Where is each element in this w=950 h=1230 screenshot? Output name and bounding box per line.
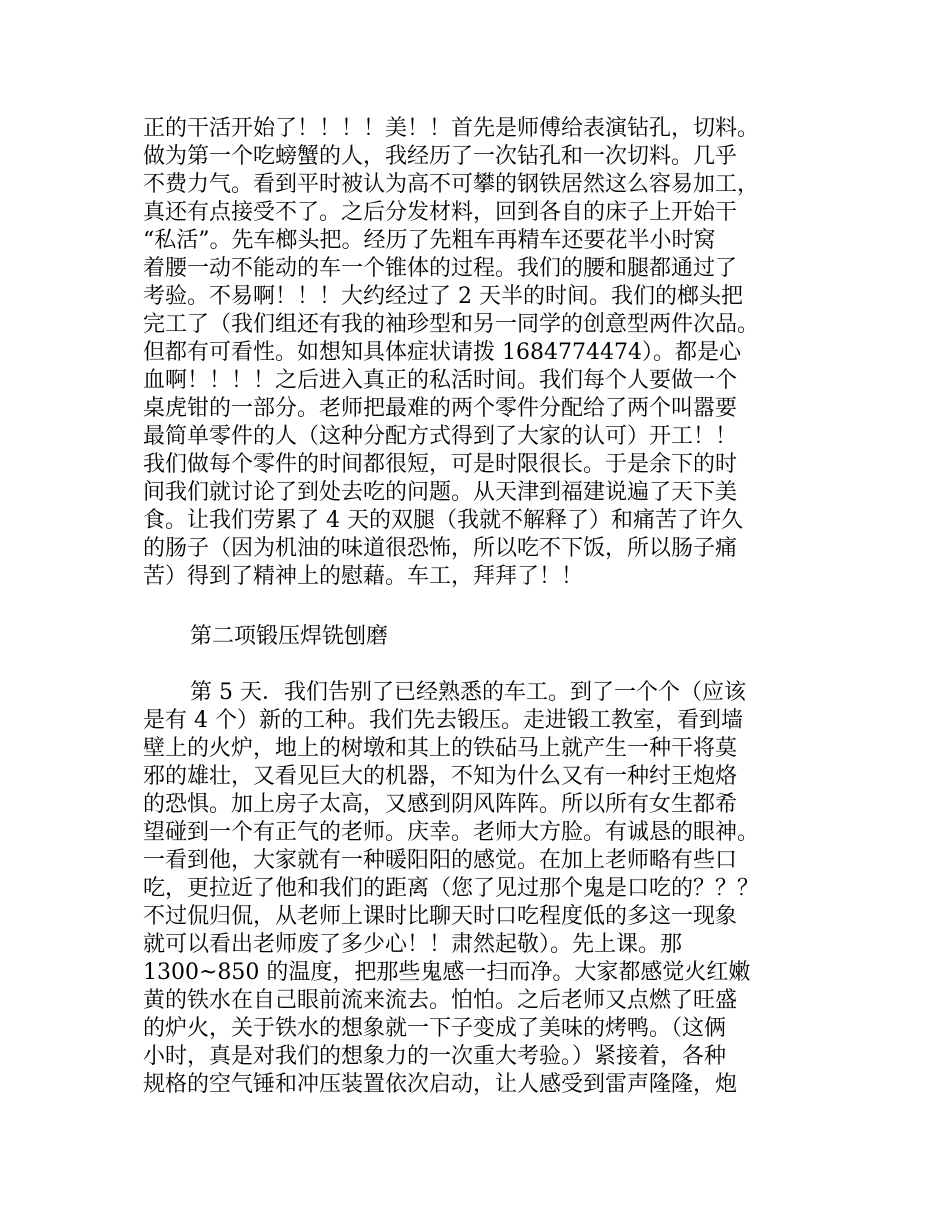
paragraph-2-line: 望碰到一个有正气的老师。庆幸。老师大方脸。有诚恳的眼神。: [143, 820, 760, 845]
paragraph-1-line: 食。让我们劳累了 4 天的双腿（我就不解释了）和痛苦了许久: [143, 508, 743, 533]
paragraph-1-line: 桌虎钳的一部分。老师把最难的两个零件分配给了两个叫嚣要: [143, 396, 738, 421]
paragraph-2-line: 的恐惧。加上房子太高，又感到阴风阵阵。所以所有女生都希: [143, 792, 738, 817]
paragraph-2-line: 壁上的火炉，地上的树墩和其上的铁砧马上就产生一种干将莫: [143, 736, 738, 761]
paragraph-1-line: 不费力气。看到平时被认为高不可攀的钢铁居然这么容易加工，: [143, 172, 760, 197]
paragraph-2-line: 邪的雄壮，又看见巨大的机器，不知为什么又有一种纣王炮烙: [143, 764, 738, 789]
paragraph-2-line: 吃，更拉近了他和我们的距离（您了见过那个鬼是口吃的？？？: [143, 876, 760, 901]
paragraph-2-line: 一看到他，大家就有一种暖阳阳的感觉。在加上老师略有些口: [143, 848, 738, 873]
paragraph-1-line: 最简单零件的人（这种分配方式得到了大家的认可）开工！！: [143, 424, 738, 449]
paragraph-1-line: 真还有点接受不了。之后分发材料，回到各自的床子上开始干: [143, 200, 738, 225]
paragraph-1-line: 完工了（我们组还有我的袖珍型和另一同学的创意型两件次品。: [143, 312, 760, 337]
paragraph-1-line: 考验。不易啊！！！大约经过了 2 天半的时间。我们的榔头把: [143, 284, 743, 309]
paragraph-2-line: 黄的铁水在自己眼前流来流去。怕怕。之后老师又点燃了旺盛: [143, 988, 738, 1013]
paragraph-1-line: “私活”。先车榔头把。经历了先粗车再精车还要花半小时窝: [143, 228, 716, 253]
paragraph-1-line: 但都有可看性。如想知具体症状请拨 1684774474）。都是心: [143, 340, 741, 365]
paragraph-1-line: 正的干活开始了！！！！美！！首先是师傅给表演钻孔，切料。: [143, 116, 760, 141]
paragraph-2-line: 1300~850 的温度，把那些鬼感一扫而净。大家都感觉火红嫩: [143, 960, 751, 985]
paragraph-2-line: 就可以看出老师废了多少心！！肃然起敬）。先上课。那: [143, 932, 683, 957]
paragraph-2-line: 的炉火，关于铁水的想象就一下子变成了美味的烤鸭。（这俩: [143, 1016, 727, 1041]
paragraph-1-line: 做为第一个吃螃蟹的人，我经历了一次钻孔和一次切料。几乎: [143, 144, 738, 169]
paragraph-2-line: 第 5 天．我们告别了已经熟悉的车工。到了一个个（应该: [190, 680, 746, 705]
paragraph-1-line: 血啊！！！！之后进入真正的私活时间。我们每个人要做一个: [143, 368, 738, 393]
paragraph-2-line: 是有 4 个）新的工种。我们先去锻压。走进锻工教室，看到墙: [143, 708, 743, 733]
paragraph-1-line: 着腰一动不能动的车一个锥体的过程。我们的腰和腿都通过了: [143, 256, 738, 281]
paragraph-2-line: 不过侃归侃，从老师上课时比聊天时口吃程度低的多这一现象: [143, 904, 738, 929]
paragraph-2-line: 小时，真是对我们的想象力的一次重大考验。）紧接着，各种: [143, 1044, 727, 1069]
paragraph-1-line: 苦）得到了精神上的慰藉。车工，拜拜了！！: [143, 564, 584, 589]
paragraph-1-line: 我们做每个零件的时间都很短，可是时限很长。于是余下的时: [143, 452, 738, 477]
paragraph-2-line: 规格的空气锤和冲压装置依次启动，让人感受到雷声隆隆，炮: [143, 1072, 738, 1097]
paragraph-1-line: 的肠子（因为机油的味道很恐怖，所以吃不下饭，所以肠子痛: [143, 536, 738, 561]
paragraph-1-line: 间我们就讨论了到处去吃的问题。从天津到福建说遍了天下美: [143, 480, 738, 505]
section-heading: 第二项锻压焊铣刨磨: [190, 624, 389, 649]
